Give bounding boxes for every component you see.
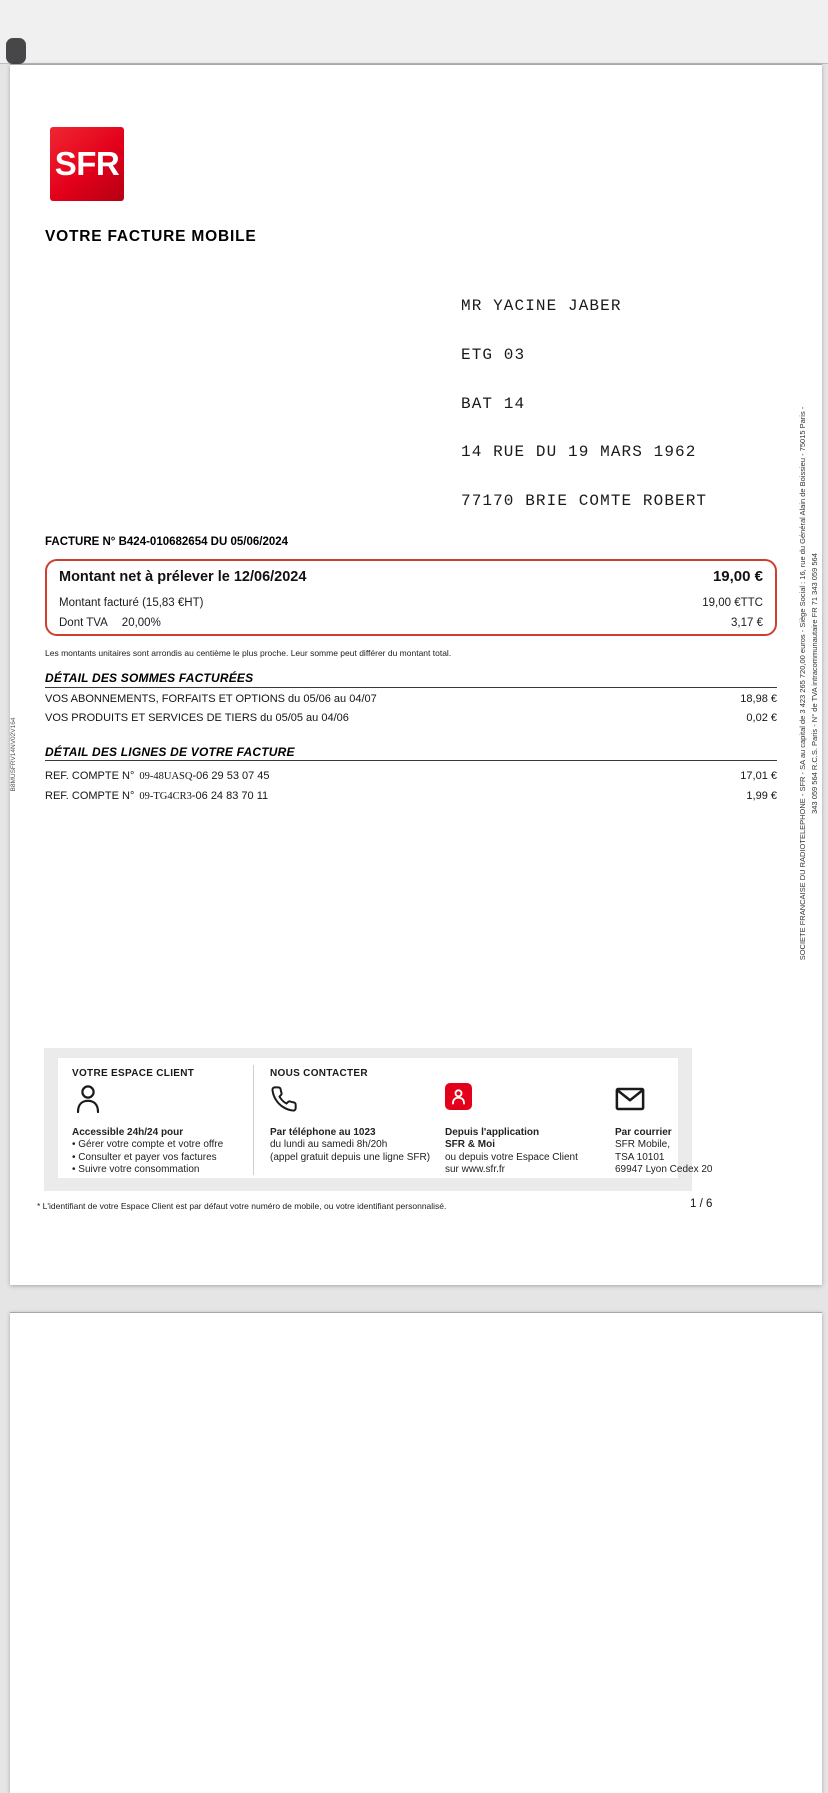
- phone-contact-text: [270, 1127, 430, 1164]
- rounding-note: Les montants unitaires sont arrondis au centième le plus proche. Leur somme peut différer du montant total.: [45, 648, 452, 658]
- invoice-reference: FACTURE N° B424-010682654 DU 05/06/2024: [45, 536, 289, 548]
- billed-amount-row: [59, 597, 763, 609]
- recipient-address: [461, 266, 707, 541]
- mail-contact-line: SFR Mobile,: [615, 1139, 671, 1151]
- phone-icon: [270, 1085, 298, 1118]
- account-line-value: 17,01 €: [740, 770, 777, 782]
- amount-summary-box: [45, 559, 777, 636]
- account-ref-code: 09-TG4CR3: [139, 791, 192, 802]
- mail-contact-line: 69947 Lyon Cedex 20: [615, 1164, 713, 1176]
- sums-row-value: 18,98 €: [740, 693, 777, 705]
- account-line-row: [45, 790, 777, 802]
- recipient-line: 14 RUE DU 19 MARS 1962: [461, 443, 697, 462]
- contact-panel-divider: [253, 1065, 254, 1175]
- app-contact-text: [445, 1127, 578, 1177]
- vat-label: Dont TVA: [59, 617, 108, 629]
- legal-line: 343 059 564 R.C.S. Paris - N° de TVA intracommunautaire FR 71 343 059 564: [809, 553, 819, 814]
- mail-contact-line: TSA 10101: [615, 1151, 665, 1163]
- sfr-logo-text: SFR: [54, 145, 120, 182]
- espace-client-title: Accessible 24h/24 pour: [72, 1127, 184, 1138]
- sums-section-title: DÉTAIL DES SOMMES FACTURÉES: [45, 671, 254, 685]
- account-ref-prefix: REF. COMPTE N°: [45, 790, 135, 802]
- account-line-row: [45, 770, 777, 782]
- lines-section-rule: [45, 760, 777, 761]
- sums-row-label: VOS PRODUITS ET SERVICES DE TIERS du 05/05 au 04/06: [45, 712, 349, 724]
- net-amount-value: 19,00 €: [712, 568, 763, 585]
- left-margin-code: B8MUSFRV14NV02V164: [10, 717, 17, 792]
- phone-contact-title: Par téléphone au 1023: [270, 1127, 376, 1138]
- contact-header: NOUS CONTACTER: [270, 1068, 368, 1079]
- footnote: * L'identifiant de votre Espace Client est par défaut votre numéro de mobile, ou votre identifiant personnalisé.: [37, 1201, 447, 1211]
- invoice-page-2: [10, 1312, 822, 1793]
- sums-section-rule: [45, 687, 777, 688]
- legal-sidebar-text: [797, 361, 821, 1006]
- sfr-logo: [50, 127, 124, 201]
- billed-amount-value: 19,00 €TTC: [702, 597, 763, 609]
- mail-contact-text: [615, 1127, 713, 1177]
- account-ref-number: -06 29 53 07 45: [192, 770, 270, 782]
- invoice-page-1: [10, 64, 822, 1285]
- phone-contact-line: (appel gratuit depuis une ligne SFR): [270, 1151, 431, 1163]
- espace-client-bullet: • Suivre votre consommation: [72, 1164, 200, 1176]
- sums-row-value: 0,02 €: [746, 712, 777, 724]
- mail-icon: [615, 1087, 645, 1116]
- app-contact-title: Depuis l'application: [445, 1127, 540, 1138]
- app-contact-line: ou depuis votre Espace Client: [445, 1151, 578, 1163]
- viewer-topbar: [0, 0, 828, 64]
- account-line-value: 1,99 €: [746, 790, 777, 802]
- viewer-handle-icon[interactable]: [6, 38, 26, 64]
- lines-section-title: DÉTAIL DES LIGNES DE VOTRE FACTURE: [45, 745, 295, 759]
- legal-line: SOCIETE FRANCAISE DU RADIOTELEPHONE - SFR - SA au capital de 3 423 265 720,00 euros - Siège Social : 16, rue du Général Alain de Boissieu - 75015 Paris -: [798, 406, 807, 961]
- document-title: VOTRE FACTURE MOBILE: [45, 228, 257, 245]
- recipient-line: 77170 BRIE COMTE ROBERT: [461, 491, 708, 510]
- sums-row: [45, 712, 777, 724]
- espace-client-header: VOTRE ESPACE CLIENT: [72, 1068, 195, 1079]
- account-ref-number: -06 24 83 70 11: [191, 790, 269, 802]
- espace-client-text: [72, 1127, 223, 1177]
- person-icon: [72, 1083, 104, 1120]
- billed-amount-label: Montant facturé (15,83 €HT): [59, 597, 204, 609]
- sums-row-label: VOS ABONNEMENTS, FORFAITS ET OPTIONS du 05/06 au 04/07: [45, 693, 377, 705]
- account-ref-code: 09-48UASQ: [139, 771, 193, 782]
- espace-client-bullet: • Gérer votre compte et votre offre: [72, 1139, 224, 1151]
- page-number: 1 / 6: [690, 1198, 713, 1210]
- sums-row: [45, 693, 777, 705]
- account-ref-prefix: REF. COMPTE N°: [45, 770, 135, 782]
- vat-rate: 20,00%: [121, 617, 161, 629]
- app-contact-line: sur www.sfr.fr: [445, 1164, 506, 1176]
- app-contact-title2: SFR & Moi: [445, 1139, 495, 1151]
- espace-client-bullet: • Consulter et payer vos factures: [72, 1151, 217, 1163]
- recipient-line: BAT 14: [461, 394, 526, 413]
- recipient-line: ETG 03: [461, 346, 526, 365]
- sfr-app-icon: [445, 1083, 472, 1110]
- net-amount-label: Montant net à prélever le 12/06/2024: [59, 569, 307, 585]
- phone-contact-line: du lundi au samedi 8h/20h: [270, 1139, 388, 1151]
- mail-contact-title: Par courrier: [615, 1127, 672, 1138]
- net-amount-row: [59, 568, 763, 585]
- recipient-line: MR YACINE JABER: [461, 297, 622, 316]
- vat-row: [59, 617, 763, 629]
- vat-value: 3,17 €: [731, 617, 763, 629]
